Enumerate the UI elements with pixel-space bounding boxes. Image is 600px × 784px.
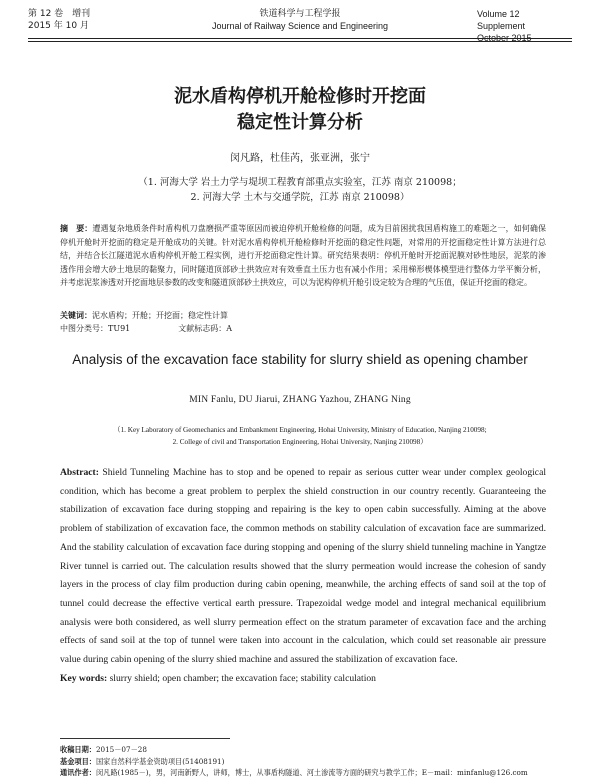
keywords-en-text: slurry shield; open chamber; the excavation face; stability calculation — [109, 672, 376, 684]
affiliations-en — [0, 424, 600, 448]
title-zh-line2: 稳定性计算分析 — [237, 112, 363, 133]
article-title-zh — [0, 84, 600, 136]
document-code: 文献标志码：A — [178, 324, 233, 333]
title-zh-line1: 泥水盾构停机开舱检修时开挖面 — [174, 86, 426, 107]
header-volume-line: 第 12 卷 增刊 — [28, 9, 91, 19]
header-date-line: 2015 年 10 月 — [28, 21, 89, 31]
received-date: 2015－07－28 — [95, 745, 147, 754]
fund-label: 基金项目： — [60, 756, 96, 766]
received-label: 收稿日期： — [60, 745, 96, 754]
affiliations-zh — [0, 175, 600, 205]
article-title-en: Analysis of the excavation face stability for slurry shield as opening chamber — [72, 352, 528, 367]
abstract-en-label: Abstract: — [60, 467, 99, 478]
header-volume-line-en: Volume 12 Supplement — [477, 9, 529, 31]
fund-text: 国家自然科学基金资助项目(51408191) — [95, 756, 225, 766]
classification-zh — [60, 323, 546, 335]
footnote-rule — [60, 738, 230, 739]
abstract-en — [60, 464, 546, 688]
abstract-en-text: Shield Tunneling Machine has to stop and be opened to repair as serious cutter wear under complex geological condition, which has become a great problem to perplex the shield construction in our country recently. Guaranteeing the stabilization of excavation face during stopping and repairing is the key to open cabin successfully. Aiming at the above problem of stabilization of excavation face, the common methods on stability calculation of excavation face are summarized. And the stability calculation of excavation face during stopping and opening of the slurry shield tunneling machine in Yangtze River tunnel is carried out. The calculation results showed that the slurry permeation would increase the cohesion of sandy layers in the process of clay film production during cabin opening, meanwhile, the arching effects of sand soil at the top of tunnel could decrease the effective vertical earth pressure. Trapezoidal wedge model and integral mechanical equilibrium analysis were both considered, as well slurry permeation effect on the stratum parameter of excavation face and the arching effects of sand soil at the top of tunnel were taken into account in the calculation, which could set reasonable air pressure value during cabin opening of the slurry shied machine and assured the stabilization of excavation face. — [60, 467, 546, 666]
footnotes — [60, 744, 560, 779]
authors-zh: 闵凡路，杜佳芮，张亚洲，张宁 — [230, 153, 370, 164]
header-date-line-en: October 2015 — [477, 33, 532, 43]
author-text: 闵凡路(1985－)，男，河南新野人，讲师，博士，从事盾构隧道、河土渗流等方面的研究与教学工作；E－mail：minfanlu@126.com — [95, 768, 528, 777]
header-rule-thin — [28, 41, 572, 42]
affiliation-zh-2: 2. 河海大学 土木与交通学院，江苏 南京 210098） — [190, 192, 410, 203]
journal-name-en: Journal of Railway Science and Engineering — [211, 21, 389, 31]
affiliation-en-1: （1. Key Laboratory of Geomechanics and Embankment Engineering, Hohai University, Ministry of Education, Nanjing 210098; — [113, 426, 487, 434]
journal-name-zh: 铁道科学与工程学报 — [259, 9, 341, 19]
keywords-zh-label: 关键词： — [60, 311, 92, 320]
header-rule-thick — [28, 38, 572, 39]
clc-number: 中图分类号：TU91 — [60, 324, 131, 333]
authors-en: MIN Fanlu, DU Jiarui, ZHANG Yazhou, ZHANG Ning — [189, 395, 411, 405]
footnote-received — [60, 744, 560, 756]
footnote-author — [60, 767, 560, 779]
footnote-fund — [60, 756, 560, 768]
abstract-zh-label: 摘 要： — [60, 224, 93, 233]
keywords-en-label: Key words: — [60, 672, 108, 684]
affiliation-en-2: 2. College of civil and Transportation Engineering, Hohai University, Nanjing 210098） — [172, 438, 428, 446]
keywords-zh — [60, 310, 546, 322]
running-header — [28, 8, 572, 43]
author-label: 通讯作者： — [60, 768, 96, 777]
keywords-zh-text: 泥水盾构；开舱；开挖面；稳定性计算 — [92, 311, 228, 320]
affiliation-zh-1: （1. 河海大学 岩土力学与堤坝工程教育部重点实验室，江苏 南京 210098； — [138, 177, 462, 188]
abstract-zh — [60, 222, 546, 290]
abstract-zh-text: 遭遇复杂地质条件时盾构机刀盘磨损严重等原因而被迫停机开舱检修的问题，成为目前困扰我国盾构施工的难题之一，如何确保停机开舱时开挖面的稳定是开舱成功的关键。针对泥水盾构停机开舱检修时开挖面的稳定性问题，对常用的开挖面稳定性计算方法进行总结，并结合长江隧道泥水盾构停机开舱工程实例，进行开挖面稳定性计算。研究结果表明：停机开舱时开挖面泥膜对砂性地层，泥浆的渗透作用会增大砂土地层的黏聚力，同时隧道顶部砂土拱效应对有效垂直土压力也有减小作用；采用梯形楔体模型进行整体力学平衡分析，并考虑泥浆渗透对开挖面地层参数的改变和隧道顶部砂土拱效应，可以为泥构停机开舱引设定较为合理的气压值，保证开挖面的稳定。 — [60, 224, 547, 287]
